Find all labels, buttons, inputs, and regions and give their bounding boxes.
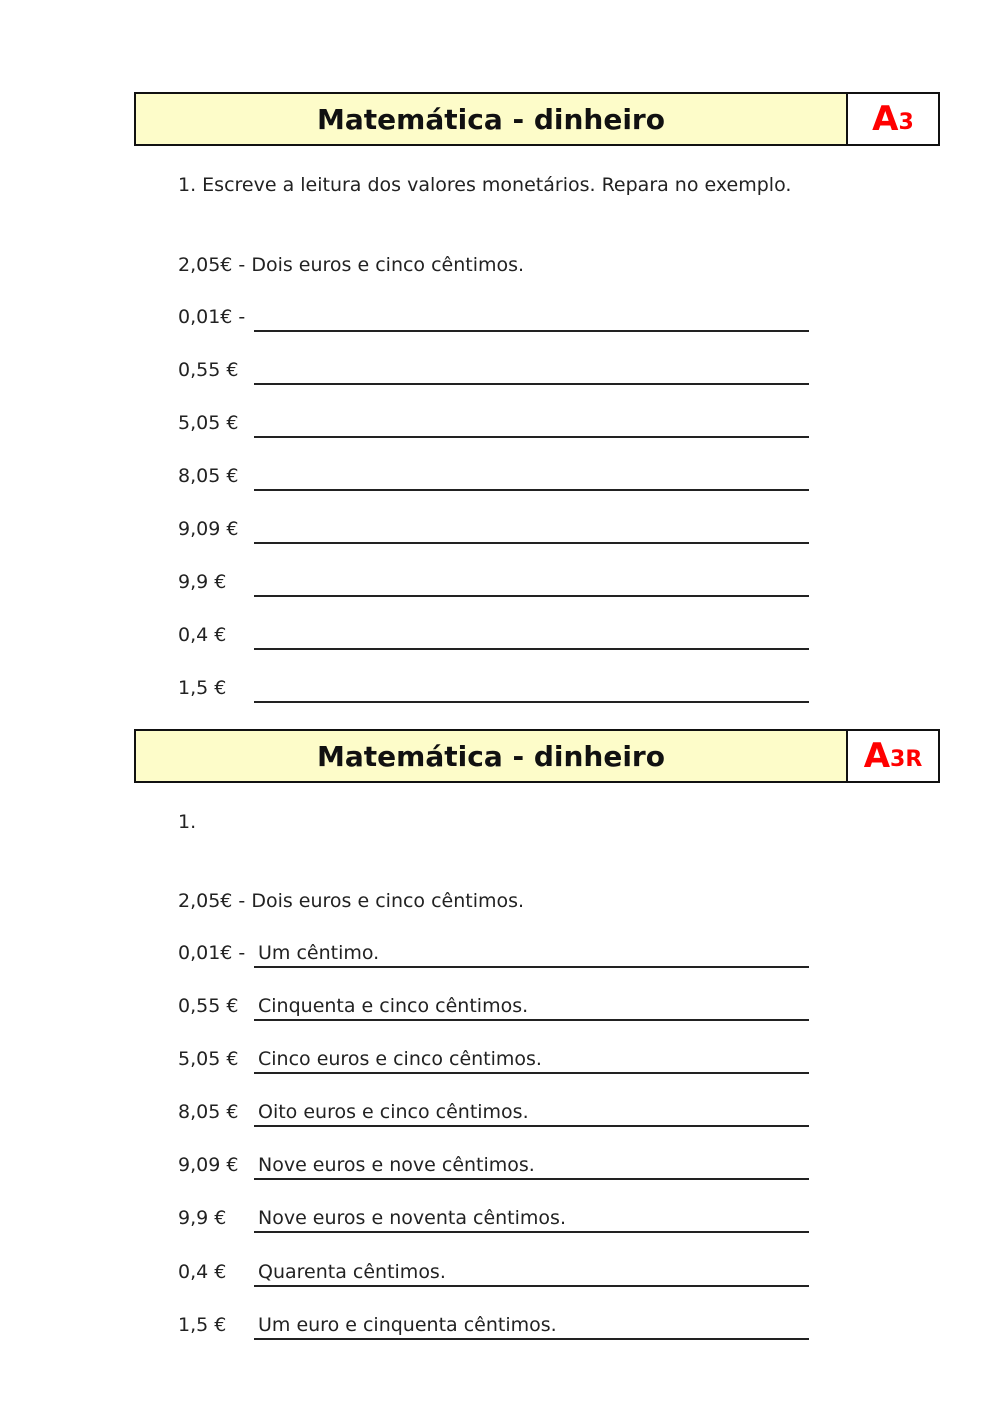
- answer-line: [254, 1338, 809, 1340]
- amount-label: 0,01€ -: [178, 306, 246, 328]
- answer-text: Cinquenta e cinco cêntimos.: [258, 995, 529, 1017]
- amount-label: 5,05 €: [178, 1048, 239, 1070]
- amount-label: 0,4 €: [178, 624, 227, 646]
- worksheet-header: [134, 92, 940, 146]
- answer-line[interactable]: [254, 595, 809, 597]
- amount-label: 1,5 €: [178, 1314, 227, 1336]
- answer-key-row: [178, 1044, 818, 1074]
- answer-line: [254, 1019, 809, 1021]
- answer-line[interactable]: [254, 330, 809, 332]
- worksheet-instruction: 1. Escreve a leitura dos valores monetários. Repara no exemplo.: [178, 174, 792, 196]
- answer-key-header: [134, 729, 940, 783]
- worksheet-code-letter: A: [872, 99, 899, 139]
- amount-label: 9,9 €: [178, 571, 227, 593]
- worksheet-row: [178, 355, 818, 385]
- worksheet-row: [178, 408, 818, 438]
- answer-key-code: [848, 731, 938, 781]
- amount-label: 0,01€ -: [178, 942, 246, 964]
- answer-line[interactable]: [254, 701, 809, 703]
- answer-text: Um euro e cinquenta cêntimos.: [258, 1314, 557, 1336]
- answer-key-row: [178, 1310, 818, 1340]
- answer-text: Oito euros e cinco cêntimos.: [258, 1101, 529, 1123]
- answer-line: [254, 966, 809, 968]
- amount-label: 8,05 €: [178, 1101, 239, 1123]
- worksheet-row: [178, 514, 818, 544]
- worksheet-row: [178, 461, 818, 491]
- answer-key-code-letter: A: [863, 736, 891, 776]
- worksheet-row: [178, 567, 818, 597]
- answer-line: [254, 1285, 809, 1287]
- amount-label: 5,05 €: [178, 412, 239, 434]
- answer-text: Nove euros e nove cêntimos.: [258, 1154, 535, 1176]
- worksheet-example: 2,05€ - Dois euros e cinco cêntimos.: [178, 254, 525, 276]
- amount-label: 8,05 €: [178, 465, 239, 487]
- answer-text: Cinco euros e cinco cêntimos.: [258, 1048, 542, 1070]
- answer-key-instruction: 1.: [178, 811, 197, 833]
- amount-label: 0,55 €: [178, 359, 239, 381]
- answer-line: [254, 1125, 809, 1127]
- answer-key-code-suffix: 3R: [890, 746, 923, 772]
- answer-text: Nove euros e noventa cêntimos.: [258, 1207, 566, 1229]
- worksheet-row: [178, 620, 818, 650]
- worksheet-row: [178, 302, 818, 332]
- answer-text: Quarenta cêntimos.: [258, 1261, 446, 1283]
- answer-line: [254, 1178, 809, 1180]
- answer-line: [254, 1231, 809, 1233]
- answer-key-row: [178, 938, 818, 968]
- answer-text: Um cêntimo.: [258, 942, 380, 964]
- answer-key-row: [178, 991, 818, 1021]
- worksheet-row: [178, 673, 818, 703]
- amount-label: 1,5 €: [178, 677, 227, 699]
- answer-key-example: 2,05€ - Dois euros e cinco cêntimos.: [178, 890, 525, 912]
- worksheet-code-suffix: 3: [898, 109, 914, 135]
- answer-key-row: [178, 1097, 818, 1127]
- answer-key-row: [178, 1203, 818, 1233]
- answer-line[interactable]: [254, 436, 809, 438]
- amount-label: 9,09 €: [178, 518, 239, 540]
- amount-label: 0,4 €: [178, 1261, 227, 1283]
- answer-line[interactable]: [254, 383, 809, 385]
- answer-key-row: [178, 1150, 818, 1180]
- amount-label: 9,9 €: [178, 1207, 227, 1229]
- answer-line: [254, 1072, 809, 1074]
- answer-line[interactable]: [254, 542, 809, 544]
- answer-key-title: Matemática - dinheiro: [136, 731, 848, 781]
- worksheet-code: [848, 94, 938, 144]
- answer-key-row: [178, 1257, 818, 1287]
- answer-line[interactable]: [254, 489, 809, 491]
- amount-label: 9,09 €: [178, 1154, 239, 1176]
- amount-label: 0,55 €: [178, 995, 239, 1017]
- answer-line[interactable]: [254, 648, 809, 650]
- worksheet-title: Matemática - dinheiro: [136, 94, 848, 144]
